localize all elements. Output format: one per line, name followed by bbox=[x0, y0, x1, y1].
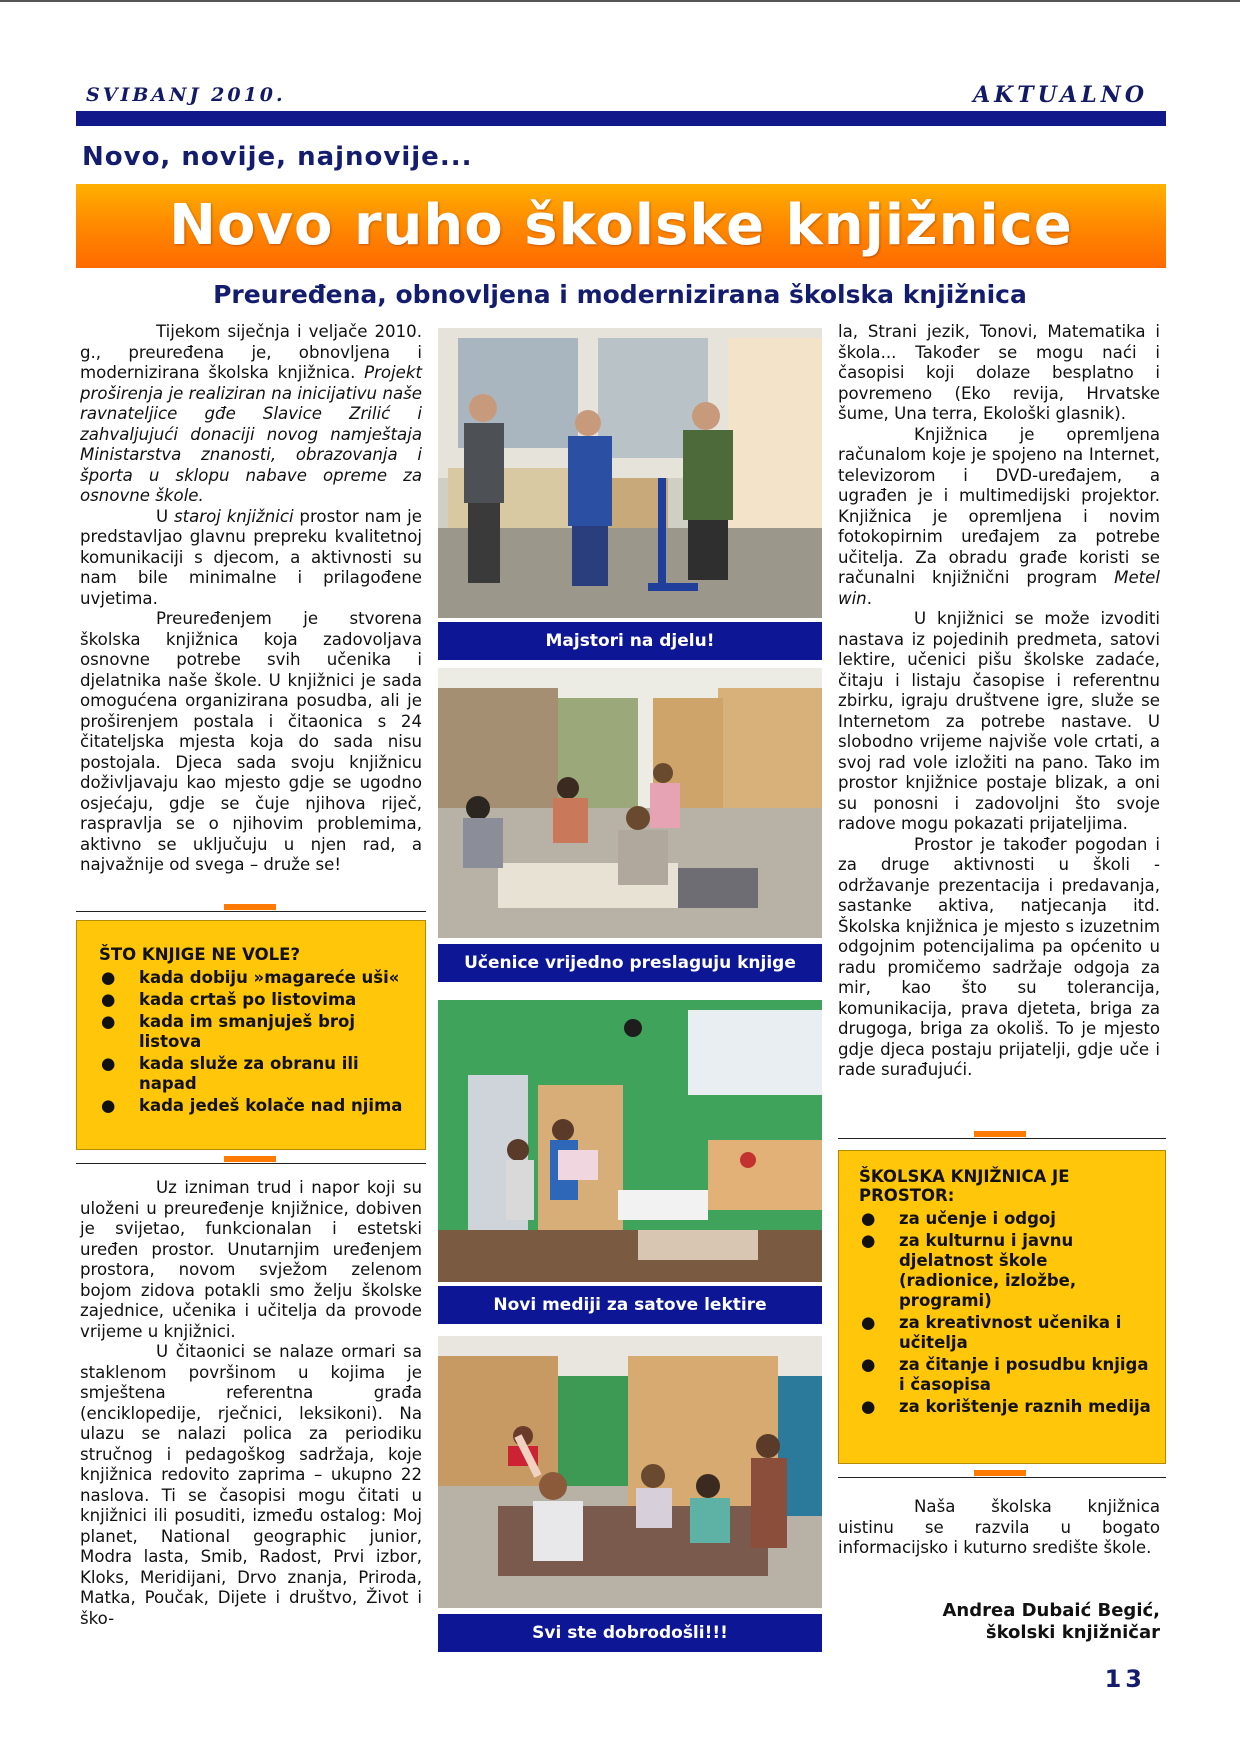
article-title: Novo ruho školske knjižnice bbox=[169, 193, 1073, 258]
list-item: ● kada crtaš po listovima bbox=[101, 990, 357, 1009]
issue-date: SVIBANJ 2010. bbox=[86, 84, 286, 106]
divider bbox=[838, 1477, 1166, 1478]
list-item-text: za kreativnost učenika i učitelja bbox=[899, 1313, 1122, 1352]
list-item-text: za učenje i odgoj bbox=[899, 1209, 1056, 1228]
list-item: ● kada služe za obranu ili napad bbox=[101, 1054, 359, 1093]
divider-accent bbox=[224, 904, 276, 910]
list-item: ● kada im smanjuješ broj listova bbox=[101, 1012, 356, 1051]
column-left-bottom bbox=[80, 1178, 422, 1629]
paragraph bbox=[80, 322, 422, 507]
text: Knjižnica je opremljena računalom koje je spojeno na Internet, televizorom i DVD-uređajem, a ugrađen je i multimedijski projektor. Knjižnica je opremljena i novim fotokopirnim uređajem za potrebe učitelja. Za obradu građe koristi se računalni knjižnični program bbox=[838, 424, 1160, 587]
column-left-top bbox=[80, 322, 422, 876]
list-item-text: za korištenje raznih medija bbox=[899, 1397, 1151, 1416]
paragraph bbox=[80, 507, 422, 610]
list-item: ● kada jedeš kolače nad njima bbox=[101, 1096, 403, 1115]
sidebar-box-books bbox=[76, 920, 426, 1150]
author-role: školski knjižničar bbox=[985, 1622, 1160, 1643]
text-italic: Metel win bbox=[838, 568, 1160, 608]
list-item: ● kada dobiju »magareće uši« bbox=[101, 968, 400, 987]
box-list bbox=[99, 968, 407, 1116]
column-right-top bbox=[838, 322, 1160, 1081]
paragraph: U čitaonici se nalaze ormari sa staklenom površinom u kojima je smještena referentna građa (enciklopedije, rječnici, leksikoni). Na ulazu se nalazi polica za periodiku stručnog i pedagoškog sadržaja, koje knjižnica redovito zaprima – ukupno 22 naslova. Ti se časopisi mogu čitati u knjižnici ili posuditi, između ostalog: Moj planet, National geographic junior, Modra lasta, Smib, Radost, Prvi izbor, Kloks, Meridijani, Drvo znanja, Priroda, Matka, Poučak, Dijete i društvo, Život i ško- bbox=[80, 1342, 422, 1628]
divider bbox=[838, 1138, 1166, 1139]
text: U bbox=[156, 506, 174, 526]
list-item: ● za kreativnost učenika i učitelja bbox=[861, 1313, 1122, 1352]
text: . bbox=[866, 588, 872, 608]
author-name: Andrea Dubaić Begić, bbox=[942, 1600, 1160, 1621]
photo-reading-room bbox=[438, 1336, 822, 1608]
paragraph: U knjižnici se može izvoditi nastava iz pojedinih predmeta, satovi lektire, učenici pišu školske zadaće, čitaju i listaju časopise i referentnu zbirku, igraju društvene igre, služe se Internetom za potrebe nastave. U slobodno vrijeme najviše vole crtati, a svoj rad vole izložiti na pano. Tako im prostor knjižnice postaje blizak, a oni su ponosni i zadovoljni što svoje radove mogu pokazati prijateljima. bbox=[838, 609, 1160, 833]
list-item-text: kada crtaš po listovima bbox=[139, 990, 357, 1009]
kicker: Novo, novije, najnovije... bbox=[82, 142, 473, 172]
divider-accent bbox=[224, 1156, 276, 1162]
paragraph: Preuređenjem je stvorena školska knjižnica koja zadovoljava osnovne potrebe svih učenika i djelatnika naše škole. U knjižnici je sada omogućena organizirana posudba, ali je proširenjem postala i čitaonica s 24 čitateljska mjesta koja do sada nisu postojala. Djeca sada svoju knjižnicu doživljavaju kao mjesto gdje se ugodno osjećaju, gdje se čuje njihova riječ, raspravlja se o njihovim problemima, aktivno se uključuju u njen rad, a najvažnije od svega – druže se! bbox=[80, 609, 422, 874]
article-subtitle: Preuređena, obnovljena i modernizirana školska knjižnica bbox=[213, 280, 1027, 309]
photo-caption: Učenice vrijedno preslaguju knjige bbox=[438, 944, 822, 982]
sidebar-box-library bbox=[838, 1150, 1166, 1464]
text-italic: Projekt proširenja je realiziran na inicijativu naše ravnateljice gđe Slavice Zrilić i zahvaljujući donaciji novog namještaja Ministarstva znanosti, obrazovanja i športa u sklopu nabave opreme za osnovne škole. bbox=[80, 363, 422, 505]
photo-caption: Majstori na djelu! bbox=[438, 622, 822, 660]
photo-new-media bbox=[438, 1000, 822, 1282]
paragraph: Prostor je također pogodan i za druge aktivnosti u školi - održavanje prezentacija i predavanja, sastanke aktiva, natjecanja itd. Školska knjižnica je mjesto s izuzetnim odgojnim potencijalima pa općenito u radu promičemo sadržaje odgoja za mir, kao što su tolerancija, komunikacija, prava djeteta, briga za drugoga, briga za okoliš. To je mjesto gdje djeca postaju prijatelji, gdje uče i rade surađujući. bbox=[838, 834, 1160, 1079]
box-heading: ŠKOLSKA KNJIŽNICA JE PROSTOR: bbox=[859, 1167, 1070, 1205]
list-item-text: kada služe za obranu ili napad bbox=[139, 1054, 359, 1093]
list-item-text: kada jedeš kolače nad njima bbox=[139, 1096, 403, 1115]
page-number: 13 bbox=[1104, 1665, 1146, 1693]
divider-accent bbox=[974, 1131, 1026, 1137]
text-italic: staroj knjižnici bbox=[173, 506, 294, 526]
divider bbox=[76, 911, 426, 912]
photo-caption: Svi ste dobrodošli!!! bbox=[438, 1614, 822, 1652]
column-right-bottom bbox=[838, 1497, 1160, 1559]
box-heading: ŠTO KNJIGE NE VOLE? bbox=[99, 945, 301, 964]
paragraph: Naša školska knjižnica uistinu se razvila u bogato informacijsko i kuturno središte škole. bbox=[838, 1497, 1160, 1557]
list-item: ● za učenje i odgoj bbox=[861, 1209, 1056, 1228]
paragraph: la, Strani jezik, Tonovi, Matematika i škola... Također se mogu naći i časopisi koji dolaze besplatno i povremeno (Eko revija, Hrvatske šume, Una terra, Ekološki glasnik). bbox=[838, 322, 1160, 423]
title-banner bbox=[76, 184, 1166, 268]
list-item-text: kada im smanjuješ broj listova bbox=[139, 1012, 356, 1051]
photo-students-books bbox=[438, 668, 822, 938]
photo-workers bbox=[438, 328, 822, 618]
text: prostor nam je predstavljao glavnu prepreku kvalitetnoj komunikaciji s djecom, a aktivnosti su nam bile minimalne i prilagođene uvjetima. bbox=[80, 506, 422, 608]
list-item-text: za kulturnu i javnu djelatnost škole (radionice, izložbe, programi) bbox=[899, 1231, 1077, 1310]
section-label: AKTUALNO bbox=[973, 82, 1148, 108]
list-item: ● za kulturnu i javnu djelatnost škole (radionice, izložbe, programi) bbox=[861, 1231, 1077, 1310]
box-list bbox=[859, 1209, 1151, 1417]
list-item: ● za korištenje raznih medija bbox=[861, 1397, 1151, 1416]
divider bbox=[76, 1163, 426, 1164]
paragraph: Uz izniman trud i napor koji su uloženi u preuređenje knjižnice, dobiven je svijetao, funkcionalan i estetski uređen prostor. Unutarnjim uređenjem prostora, novom svježom zelenom bojom zidova potakli smo želju školske zajednice, učenika i učitelja da provode vrijeme u knjižnici. bbox=[80, 1178, 422, 1341]
header-bar bbox=[76, 111, 1166, 126]
photo-caption: Novi mediji za satove lektire bbox=[438, 1286, 822, 1324]
list-item-text: za čitanje i posudbu knjiga i časopisa bbox=[899, 1355, 1149, 1394]
text: Tijekom siječnja i veljače 2010. g., preuređena je, obnovljena i modernizirana školska knjižnica. bbox=[80, 322, 422, 382]
list-item-text: kada dobiju »magareće uši« bbox=[139, 968, 400, 987]
paragraph bbox=[838, 425, 1160, 610]
top-rule bbox=[0, 0, 1240, 2]
list-item: ● za čitanje i posudbu knjiga i časopisa bbox=[861, 1355, 1149, 1394]
author-signature bbox=[942, 1600, 1160, 1644]
divider-accent bbox=[974, 1470, 1026, 1476]
